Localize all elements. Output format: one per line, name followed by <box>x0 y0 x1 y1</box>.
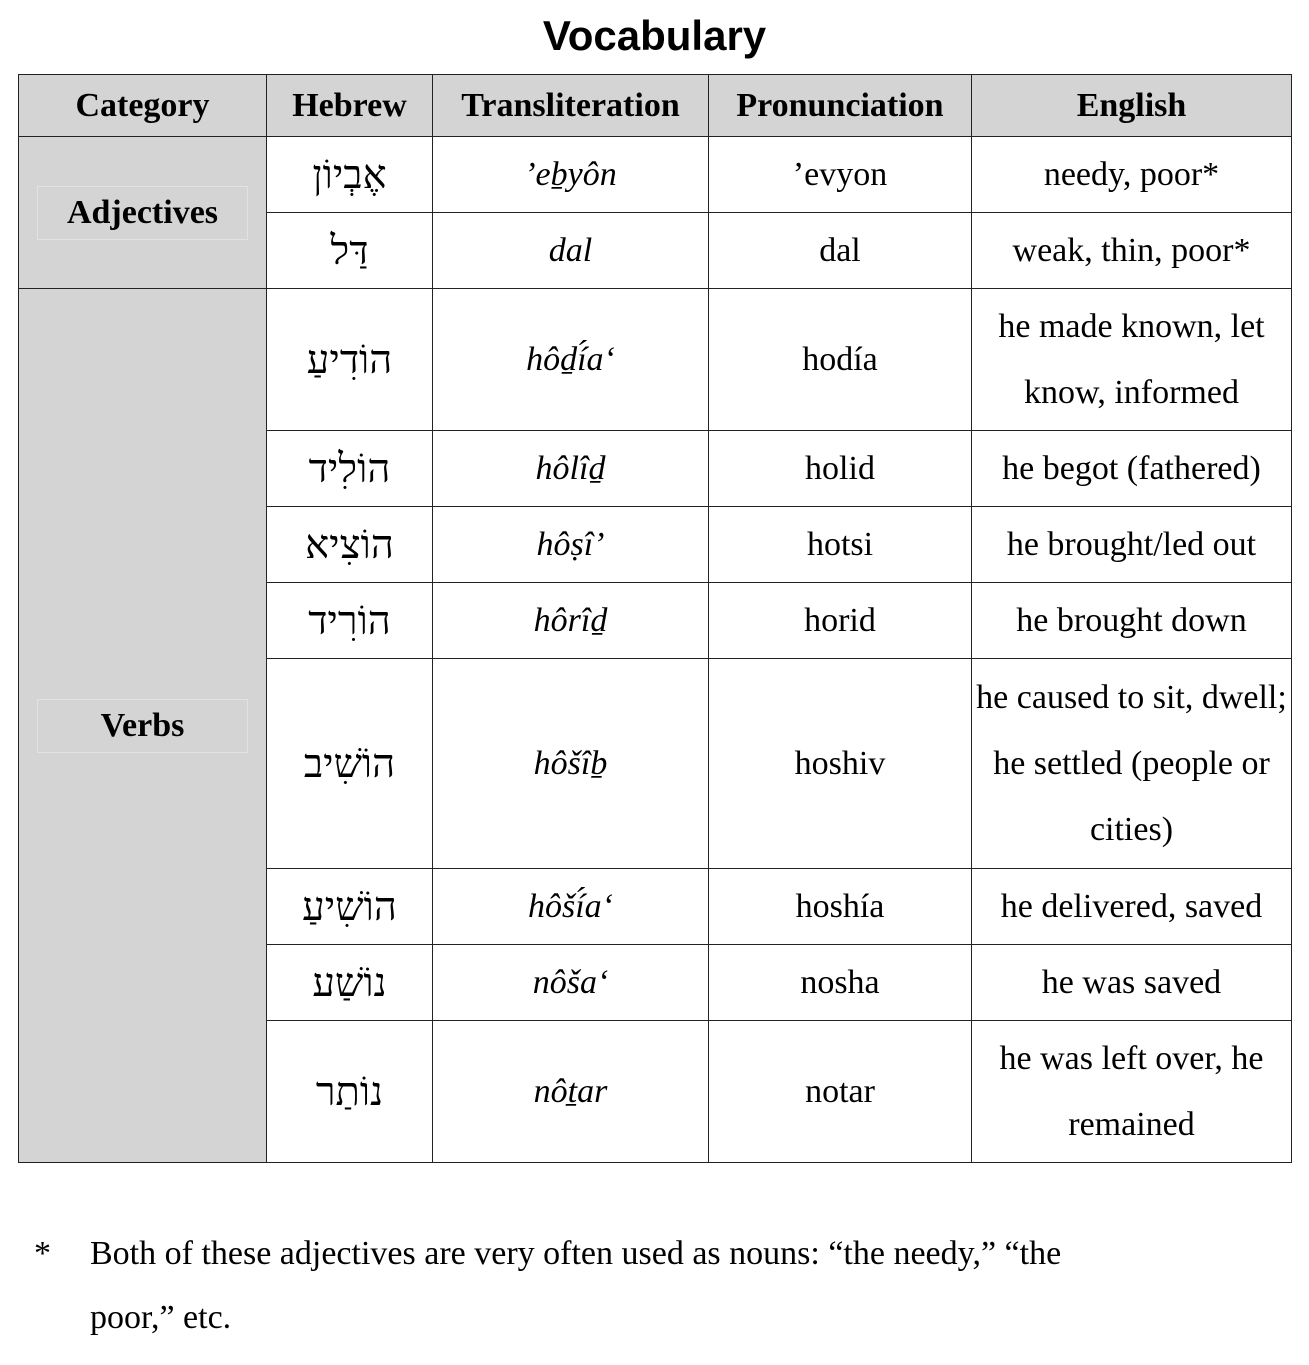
transliteration-cell: hôṣî’ <box>433 507 709 583</box>
pronunciation-cell: notar <box>709 1021 972 1163</box>
transliteration-cell: ’eḇyôn <box>433 137 709 213</box>
english-cell: he begot (fathered) <box>972 431 1292 507</box>
pronunciation-cell: hoshiv <box>709 659 972 869</box>
category-verbs <box>19 289 267 1163</box>
english-cell: he caused to sit, dwell; he settled (people or cities) <box>972 659 1292 869</box>
transliteration-cell: dal <box>433 213 709 289</box>
hebrew-cell: הוֹשִׁיב <box>267 659 433 869</box>
transliteration-cell: hôḏí́a‘ <box>433 289 709 431</box>
header-english: English <box>972 75 1292 137</box>
pronunciation-cell: hodía <box>709 289 972 431</box>
english-cell: weak, thin, poor* <box>972 213 1292 289</box>
header-transliteration: Transliteration <box>433 75 709 137</box>
table-row <box>19 137 1292 213</box>
hebrew-cell: אֶבְיוֹן <box>267 137 433 213</box>
pronunciation-cell: horid <box>709 583 972 659</box>
pronunciation-cell: holid <box>709 431 972 507</box>
header-category: Category <box>19 75 267 137</box>
hebrew-cell: נוֹשַׁע <box>267 945 433 1021</box>
vocabulary-table <box>18 74 1292 1163</box>
hebrew-cell: הוֹלִיד <box>267 431 433 507</box>
transliteration-cell: nôṯar <box>433 1021 709 1163</box>
transliteration-cell: hôrîḏ <box>433 583 709 659</box>
english-cell: needy, poor* <box>972 137 1292 213</box>
header-row <box>19 75 1292 137</box>
header-hebrew: Hebrew <box>267 75 433 137</box>
hebrew-cell: הוֹצִיא <box>267 507 433 583</box>
transliteration-cell: nôša‘ <box>433 945 709 1021</box>
transliteration-cell: hôší́a‘ <box>433 869 709 945</box>
category-label: Verbs <box>37 699 248 753</box>
hebrew-cell: הוֹדִיעַ <box>267 289 433 431</box>
hebrew-cell: נוֹתַר <box>267 1021 433 1163</box>
english-cell: he brought/led out <box>972 507 1292 583</box>
english-cell: he was saved <box>972 945 1292 1021</box>
hebrew-cell: הוֹשִׁיעַ <box>267 869 433 945</box>
english-cell: he delivered, saved <box>972 869 1292 945</box>
english-cell: he made known, let know, informed <box>972 289 1292 431</box>
table-row <box>19 289 1292 431</box>
page-title: Vocabulary <box>542 12 767 59</box>
footnote-marker: * <box>34 1235 51 1272</box>
pronunciation-cell: hoshía <box>709 869 972 945</box>
english-cell: he brought down <box>972 583 1292 659</box>
hebrew-cell: הוֹרִיד <box>267 583 433 659</box>
english-cell: he was left over, he remained <box>972 1021 1292 1163</box>
category-label: Adjectives <box>37 186 248 240</box>
pronunciation-cell: dal <box>709 213 972 289</box>
pronunciation-cell: hotsi <box>709 507 972 583</box>
pronunciation-cell: ’evyon <box>709 137 972 213</box>
category-adjectives <box>19 137 267 289</box>
pronunciation-cell: nosha <box>709 945 972 1021</box>
hebrew-cell: דַּל <box>267 213 433 289</box>
transliteration-cell: hôšîḇ <box>433 659 709 869</box>
transliteration-cell: hôlîḏ <box>433 431 709 507</box>
header-pronunciation: Pronunciation <box>709 75 972 137</box>
footnote-text: Both of these adjectives are very often used as nouns: “the needy,” “the poor,” etc. <box>90 1235 1062 1336</box>
